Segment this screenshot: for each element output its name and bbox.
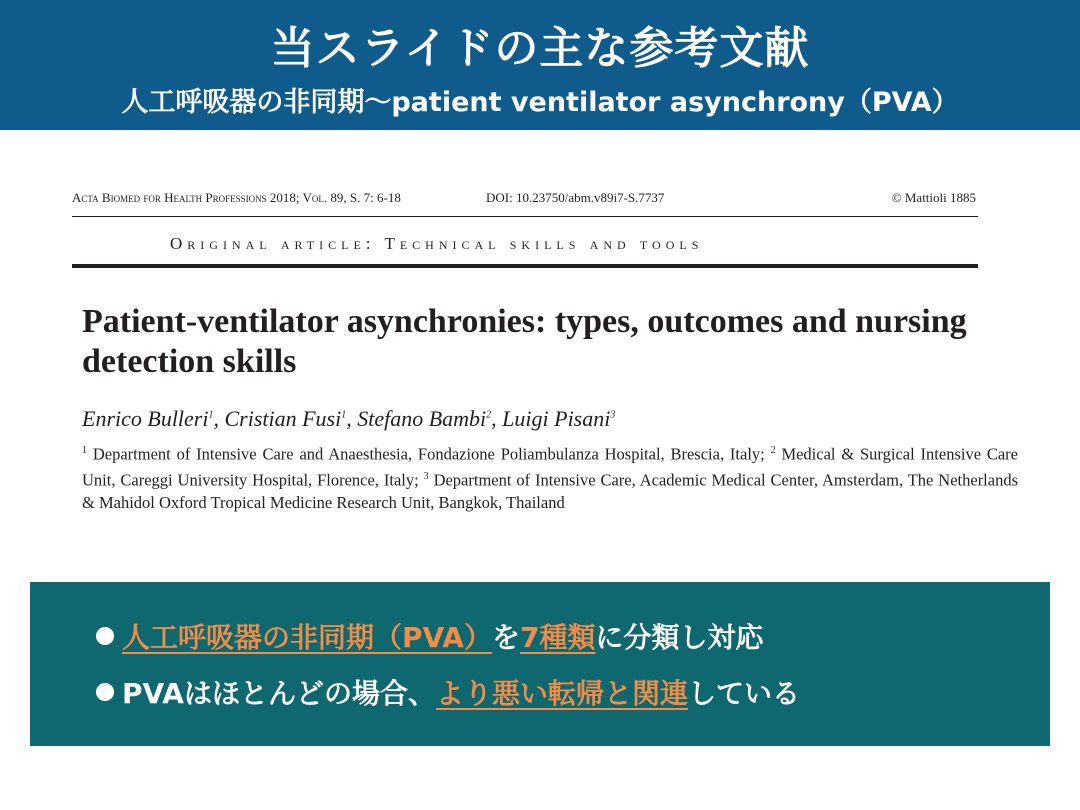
author: Cristian Fusi	[224, 406, 342, 431]
bullet-icon	[96, 627, 114, 645]
slide-header	[0, 0, 1080, 130]
doi: DOI: 10.23750/abm.v89i7-S.7737	[486, 190, 665, 205]
divider	[72, 216, 978, 217]
author: Stefano Bambi	[357, 406, 487, 431]
journal-name: Acta Biomed for Health Professions 2018; Vol. 89, S. 7: 6-18	[72, 190, 401, 205]
section-label: Original article: Technical skills and tools	[170, 234, 704, 253]
bullet-text: を	[491, 621, 520, 654]
affiliation: Department of Intensive Care, Academic Medical Center, Amsterdam, The Netherlands & Mahidol Oxford Tropical Medicine Research Unit, Bangkok, Thailand	[82, 470, 1019, 512]
author: Luigi Pisani	[502, 406, 611, 431]
authors	[82, 406, 615, 432]
affil-sup: 3	[423, 471, 429, 482]
author-separator: ,	[491, 406, 503, 431]
affiliation: Department of Intensive Care and Anaesthesia, Fondazione Poliambulanza Hospital, Brescia, Italy;	[92, 444, 765, 464]
paper-title: Patient-ventilator asynchronies: types, outcomes and nursing detection skills	[82, 303, 967, 380]
affil-sup: 2	[770, 445, 776, 456]
divider-thick	[72, 264, 978, 268]
journal-meta	[72, 190, 1020, 212]
affil-sup: 1	[82, 445, 87, 456]
author-sup: 3	[610, 409, 616, 421]
highlight-text: 7種類	[519, 621, 596, 654]
affiliation: Medical & Surgical Intensive Care Unit, Careggi University Hospital, Florence, Italy;	[82, 444, 1019, 490]
author-sup: 1	[341, 409, 347, 421]
summary-panel	[30, 582, 1050, 746]
highlight-text: 人工呼吸器の非同期（PVA）	[122, 621, 492, 654]
author-separator: ,	[213, 406, 225, 431]
summary-bullet	[96, 616, 763, 656]
bullet-icon	[96, 683, 114, 701]
summary-bullet	[96, 672, 800, 712]
bullet-text: している	[687, 677, 800, 710]
slide-subtitle: 人工呼吸器の非同期～patient ventilator asynchrony（PVA）	[121, 87, 959, 118]
highlight-text: より悪い転帰と関連	[435, 677, 688, 710]
bullet-text: に分類し対応	[595, 621, 764, 654]
affiliations	[82, 440, 1018, 515]
author-sup: 2	[486, 409, 492, 421]
author: Enrico Bulleri	[82, 406, 209, 431]
paper-excerpt	[72, 190, 1020, 512]
author-sup: 1	[208, 409, 214, 421]
author-separator: ,	[346, 406, 358, 431]
bullet-text: PVAはほとんどの場合、	[122, 677, 436, 710]
slide-title: 当スライドの主な参考文献	[270, 23, 810, 74]
copyright: © Mattioli 1885	[891, 190, 976, 205]
